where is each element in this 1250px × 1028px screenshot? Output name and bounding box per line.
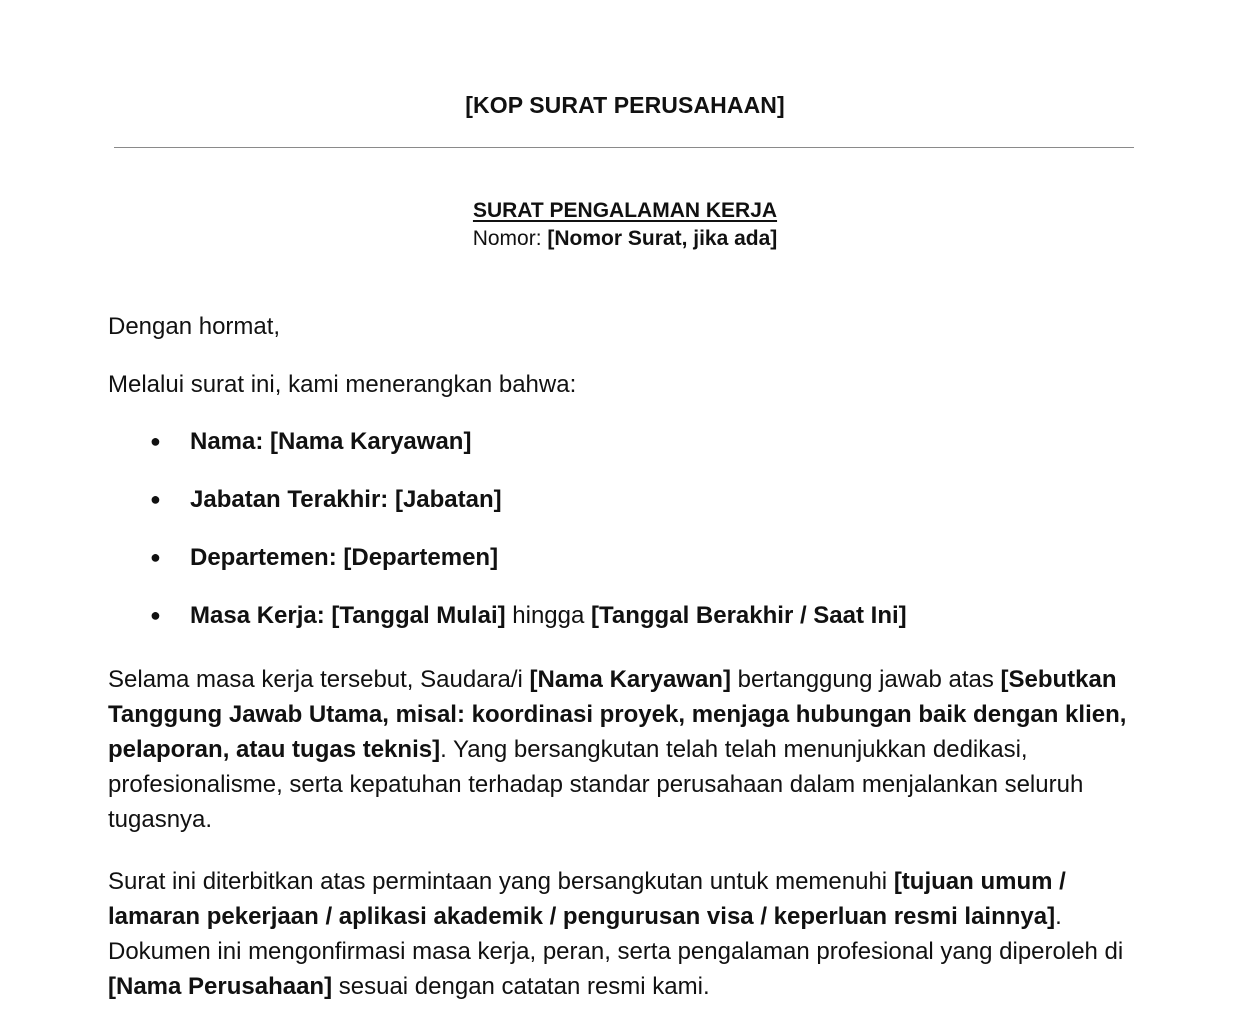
list-item: [150, 482, 1150, 540]
bullet-icon: ●: [150, 431, 161, 451]
paragraph-text: sesuai dengan catatan resmi kami.: [332, 973, 710, 1000]
employee-department: Departemen: [Departemen]: [190, 544, 499, 571]
employee-tenure-end: [Tanggal Berakhir / Saat Ini]: [591, 602, 907, 629]
bullet-icon: ●: [150, 547, 161, 567]
employee-name: Nama: [Nama Karyawan]: [190, 428, 472, 455]
responsibilities-placeholder: [Sebutkan Tanggung Jawab Utama, misal: koordinasi proyek, menjaga hubungan baik dengan klien, pelaporan, atau tugas teknis]: [108, 666, 1127, 763]
document-number-label: Nomor:: [472, 227, 548, 250]
employee-tenure-start: Masa Kerja: [Tanggal Mulai]: [190, 602, 506, 629]
letterhead-divider: [114, 147, 1134, 148]
list-item: [150, 424, 1150, 482]
list-item: [150, 540, 1150, 598]
document-number: [0, 227, 1250, 251]
purpose-placeholder: [tujuan umum / lamaran pekerjaan / aplikasi akademik / pengurusan visa / keperluan resmi lainnya]: [108, 868, 1066, 930]
paragraph-text: . Dokumen ini mengonfirmasi masa kerja, peran, serta pengalaman profesional yang diperoleh di: [108, 903, 1124, 965]
employee-position: Jabatan Terakhir: [Jabatan]: [190, 486, 502, 513]
paragraph-text: bertanggung jawab atas: [730, 666, 1001, 693]
document-title: SURAT PENGALAMAN KERJA: [472, 199, 778, 222]
employee-details-list: [150, 424, 1150, 656]
paragraph-text: . Yang bersangkutan telah telah menunjukkan dedikasi, profesionalisme, serta kepatuhan terhadap standar perusahaan dalam menjalankan seluruh tugasnya.: [108, 736, 1084, 833]
intro-text: Melalui surat ini, kami menerangkan bahwa:: [108, 371, 577, 398]
responsibility-paragraph: [108, 662, 1148, 837]
employee-name-placeholder: [Nama Karyawan]: [529, 666, 731, 693]
tenure-connector: hingga: [505, 602, 592, 629]
document-number-value: [Nomor Surat, jika ada]: [547, 227, 778, 250]
company-name-placeholder: [Nama Perusahaan]: [108, 973, 333, 1000]
letterhead: [KOP SURAT PERUSAHAAN]: [465, 92, 785, 118]
bullet-icon: ●: [150, 605, 161, 625]
greeting: Dengan hormat,: [108, 313, 281, 340]
purpose-paragraph: [108, 864, 1148, 1004]
paragraph-text: Surat ini diterbitkan atas permintaan yang bersangkutan untuk memenuhi: [108, 868, 894, 895]
bullet-icon: ●: [150, 489, 161, 509]
list-item: [150, 598, 1150, 656]
paragraph-text: Selama masa kerja tersebut, Saudara/i: [108, 666, 530, 693]
